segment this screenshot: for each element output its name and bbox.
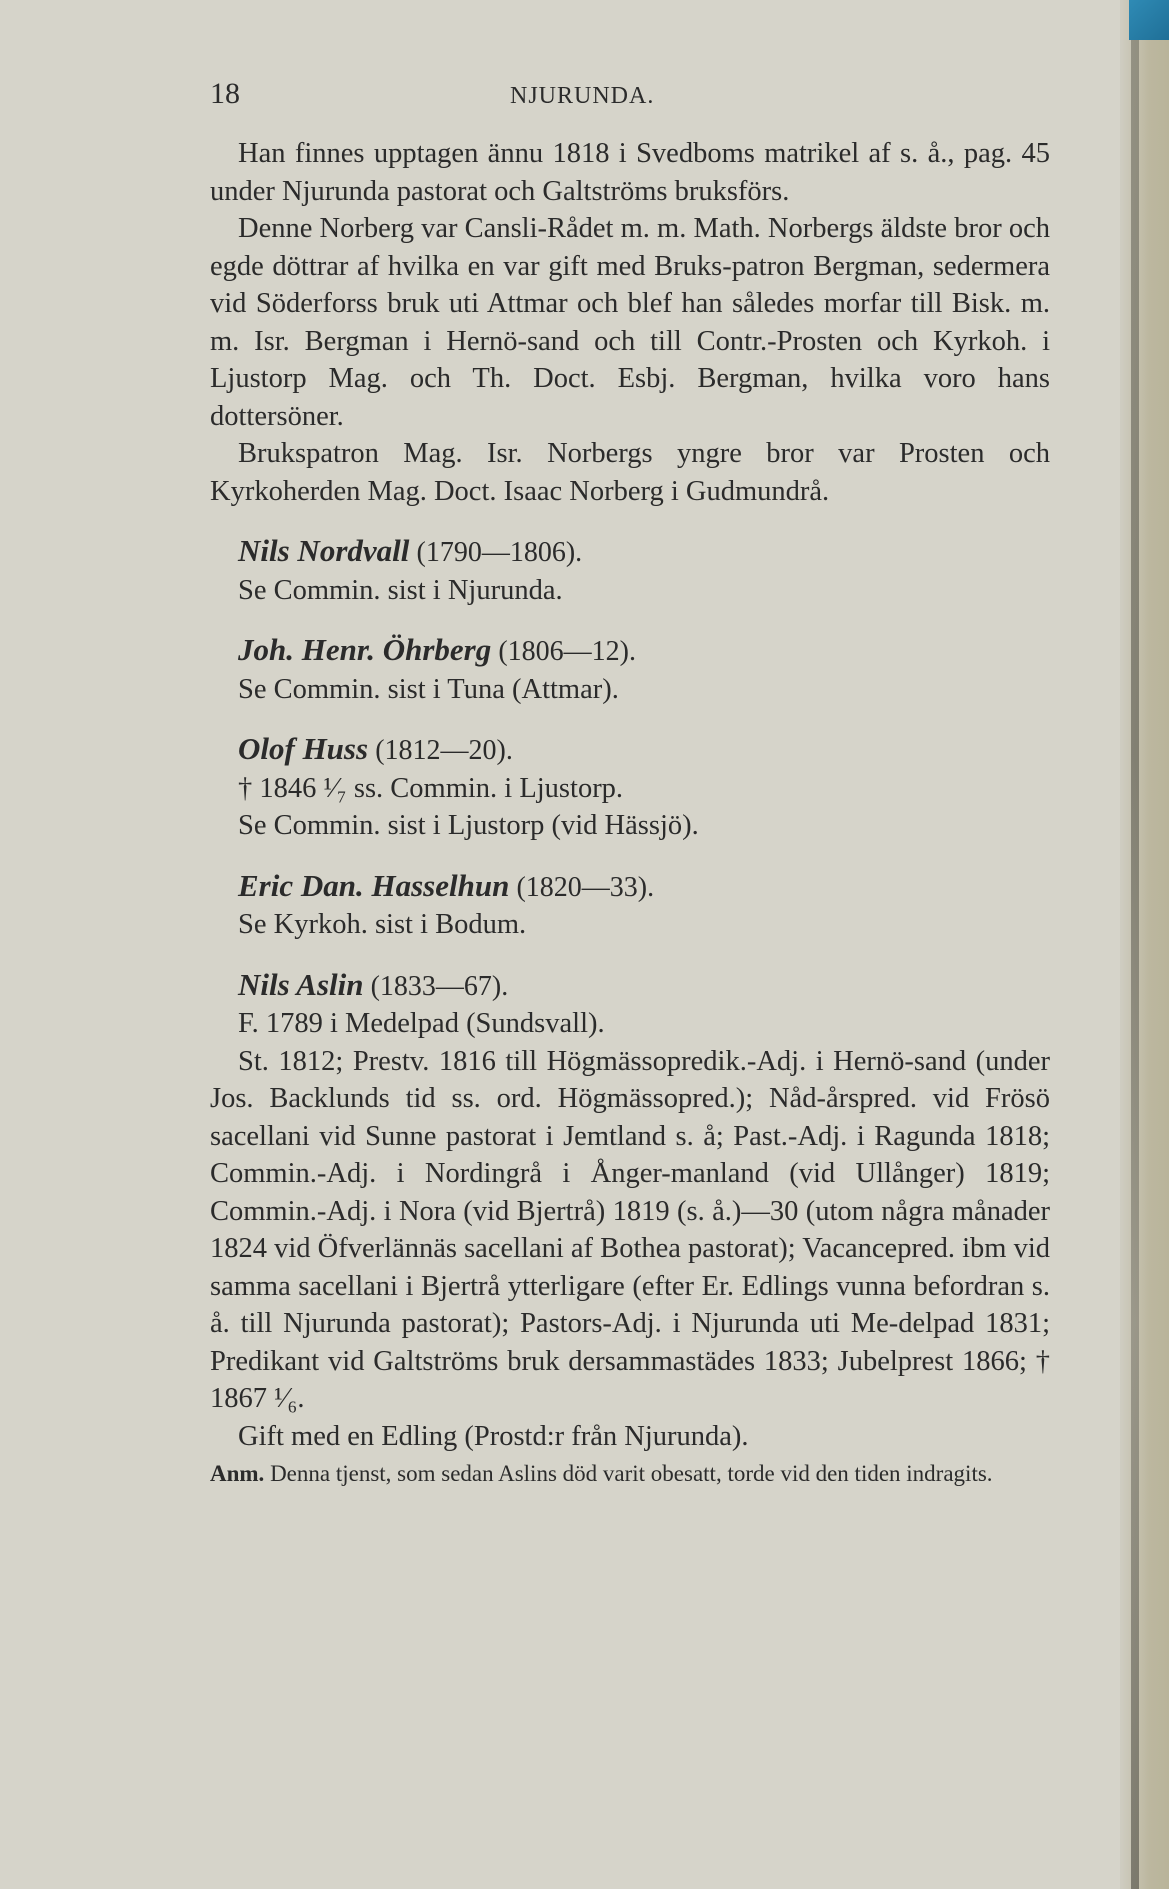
entry-years: (1812—20). — [375, 735, 513, 766]
entry-aslin — [210, 966, 1050, 1488]
binding-shadow — [1131, 0, 1139, 1889]
book-binding-edge — [1120, 0, 1169, 1889]
entry-hasselhun — [210, 867, 1050, 944]
footnote — [210, 1461, 1050, 1487]
page-text — [210, 75, 1050, 1487]
footnote-label: Anm. — [210, 1461, 265, 1486]
corner-tab — [1129, 0, 1169, 40]
entry-years: (1806—12). — [498, 636, 637, 667]
entry-name: Nils Nordvall — [238, 533, 410, 568]
intro-paragraph-1: Han finnes upptagen ännu 1818 i Svedboms matrikel af s. å., pag. 45 under Njurunda pastorat och Galtströms bruksförs. — [210, 138, 1050, 207]
entry-name: Joh. Henr. Öhrberg — [238, 632, 492, 667]
entry-ohrberg — [210, 631, 1050, 708]
entry-line: F. 1789 i Medelpad (Sundsvall). — [238, 1008, 605, 1039]
page-number: 18 — [210, 77, 240, 110]
aslin-married: Gift med en Edling (Prostd:r från Njurunda). — [238, 1420, 749, 1452]
running-head — [210, 75, 1050, 135]
running-title: NJURUNDA. — [510, 83, 655, 109]
entry-name: Olof Huss — [238, 731, 369, 766]
entry-line: Se Commin. sist i Tuna (Attmar). — [238, 673, 619, 705]
entry-line: Se Kyrkoh. sist i Bodum. — [238, 909, 527, 940]
entry-years: (1833—67). — [370, 970, 509, 1002]
entry-name: Eric Dan. Hasselhun — [238, 867, 510, 903]
entry-years: (1820—33). — [516, 871, 655, 903]
entry-years: (1790—1806). — [416, 537, 583, 568]
entry-line: † 1846 ¹⁄₇ ss. Commin. i Ljustorp. — [238, 772, 624, 804]
footnote-text: Denna tjenst, som sedan Aslins död varit obesatt, torde vid den tiden indragits. — [270, 1461, 993, 1486]
entry-line: Se Commin. sist i Njurunda. — [238, 574, 563, 606]
entry-huss — [210, 730, 1050, 845]
entry-line: Se Commin. sist i Ljustorp (vid Hässjö). — [238, 810, 699, 841]
aslin-career: St. 1812; Prestv. 1816 till Högmässopredik.-Adj. i Hernö-sand (under Jos. Backlunds tid ss. ord. Högmässopred.); Nåd-årspred. vid Frösö sacellani vid Sunne pastorat i Jemtland s. å; Past.-Adj. i Ragunda 1818; Commin.-Adj. i Nordingrå i Ånger-manland (vid Ullånger) 1819; Commin.-Adj. i Nora (vid Bjertrå) 1819 (s. å.)—30 (utom några månader 1824 vid Öfverlännäs sacellani af Bothea pastorat); Vacancepred. ibm vid samma sacellani i Bjertrå ytterligare (efter Er. Edlings vunna befordran s. å. till Njurunda pastorat); Pastors-Adj. i Njurunda uti Me-delpad 1831; Predikant vid Galtströms bruk dersammastädes 1833; Jubelprest 1866; † 1867 ¹⁄₆. — [210, 1045, 1050, 1414]
entry-nordvall — [210, 532, 1050, 609]
entry-name: Nils Aslin — [238, 966, 364, 1002]
intro-paragraph-3: Brukspatron Mag. Isr. Norbergs yngre bror var Prosten och Kyrkoherden Mag. Doct. Isaac Norberg i Gudmundrå. — [210, 438, 1050, 507]
intro-paragraph-2: Denne Norberg var Cansli-Rådet m. m. Math. Norbergs äldste bror och egde döttrar af hvilka en var gift med Bruks-patron Bergman, sedermera vid Söderforss bruk uti Attmar och blef han således morfar till Bisk. m. m. Isr. Bergman i Hernö-sand och till Contr.-Prosten och Kyrkoh. i Ljustorp Mag. och Th. Doct. Esbj. Bergman, hvilka voro hans dottersöner. — [210, 213, 1050, 432]
